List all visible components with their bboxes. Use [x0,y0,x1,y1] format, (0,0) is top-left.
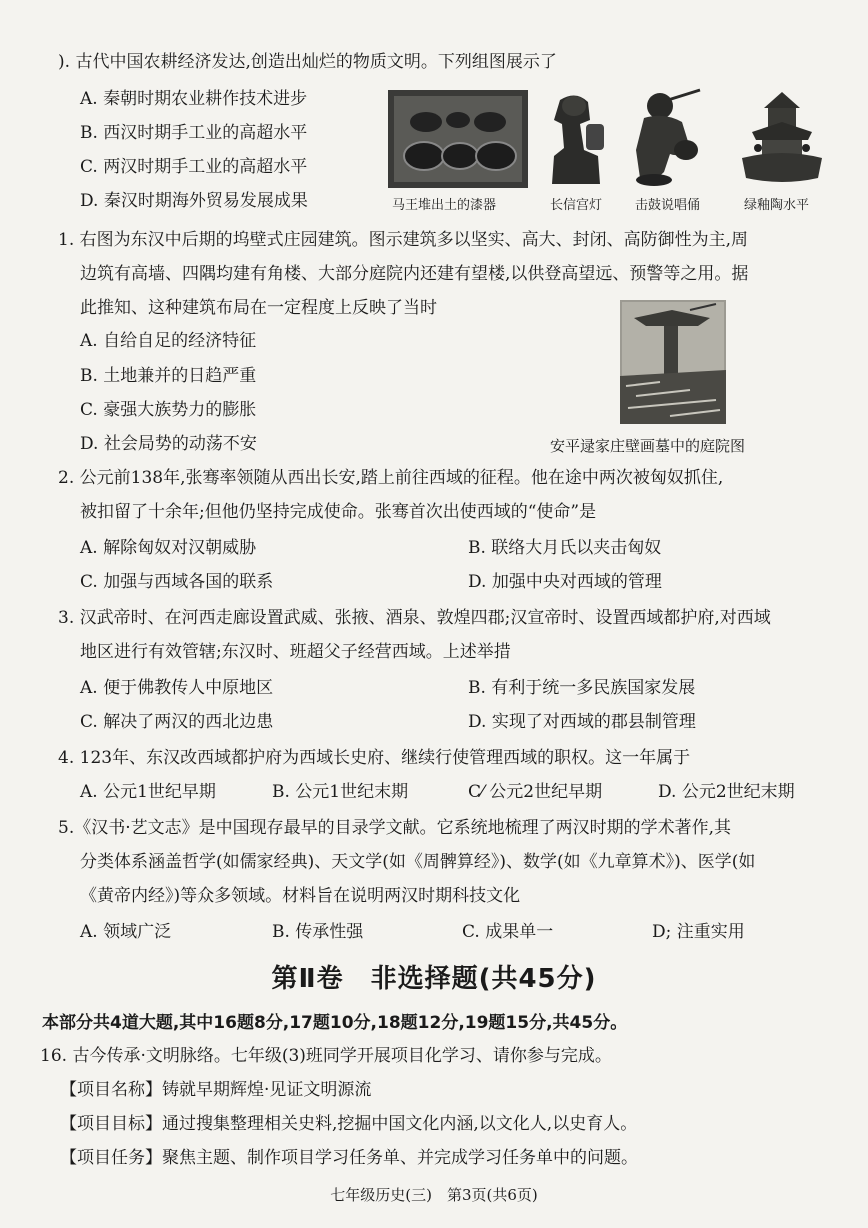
q11-option-d: D. 社会局势的动荡不安 [80,434,257,454]
q11-option-a: A. 自给自足的经济特征 [80,331,257,351]
q15-line-2: 分类体系涵盖哲学(如儒家经典)、天文学(如《周髀算经》)、数学(如《九章算术》)、医学(如 [80,852,756,872]
q14-option-c: C⁄ 公元2世纪早期 [468,782,603,802]
q15-line-1: 5.《汉书·艺文志》是中国现存最早的目录学文献。它系统地梳理了两汉时期的学术著作,其 [58,818,732,838]
q16-item-goal: 【项目目标】通过搜集整理相关史料,挖掘中国文化内涵,以文化人,以史育人。 [60,1114,638,1134]
q10-stem: ). 古代中国农耕经济发达,创造出灿烂的物质文明。下列组图展示了 [58,52,557,72]
caption-changxin-lamp: 长信宫灯 [550,198,603,213]
q13-option-a: A. 便于佛教传人中原地区 [80,678,274,698]
q14-option-b: B. 公元1世纪末期 [272,782,409,802]
q10-option-b: B. 西汉时期手工业的高超水平 [80,123,308,143]
lacquerware-image [388,90,528,188]
section-2-note: 本部分共4道大题,其中16题8分,17题10分,18题12分,19题15分,共45分。 [42,1013,628,1033]
q12-option-b: B. 联络大月氏以夹击匈奴 [468,538,662,558]
q11-option-c: C. 豪强大族势力的膨胀 [80,400,257,420]
q11-line-1: 1. 右图为东汉中后期的坞壁式庄园建筑。图示建筑多以坚实、高大、封闭、高防御性为主,周 [58,230,749,250]
q13-option-c: C. 解决了两汉的西北边患 [80,712,274,732]
q10-option-c: C. 两汉时期手工业的高超水平 [80,157,308,177]
q16-item-task: 【项目任务】聚焦主题、制作项目学习任务单、并完成学习任务单中的问题。 [60,1148,638,1168]
q12-line-2: 被扣留了十余年;但他仍坚持完成使命。张骞首次出使西域的“使命”是 [80,502,597,522]
q11-line-3: 此推知、这种建筑布局在一定程度上反映了当时 [80,298,437,318]
q11-line-2: 边筑有高墙、四隅均建有角楼、大部分庭院内还建有望楼,以供登高望远、预警等之用。据 [80,264,749,284]
q16-item-name: 【项目名称】铸就早期辉煌·见证文明源流 [60,1080,372,1100]
q15-option-a: A. 领域广泛 [80,922,172,942]
section-2-title: 第Ⅱ卷 非选择题(共45分) [271,964,597,994]
q13-option-b: B. 有利于统一多民族国家发展 [468,678,696,698]
q13-line-1: 3. 汉武帝时、在河西走廊设置武威、张掖、酒泉、敦煌四郡;汉宣帝时、设置西域都护府,对西域 [58,608,771,628]
q13-line-2: 地区进行有效管辖;东汉时、班超父子经营西域。上述举措 [80,642,511,662]
caption-courtyard-mural: 安平逯家庄壁画墓中的庭院图 [550,437,746,455]
q13-option-d: D. 实现了对西域的郡县制管理 [468,712,696,732]
drum-storyteller-figurine-image [630,88,706,188]
q14-line: 4. 123年、东汉改西域都护府为西域长史府、继续行使管理西域的职权。这一年属于 [58,748,691,768]
green-glazed-pottery-image [738,86,826,190]
q15-option-d: D; 注重实用 [652,922,745,942]
q16-stem: 16. 古今传承·文明脉络。七年级(3)班同学开展项目化学习、请你参与完成。 [40,1046,612,1066]
q15-line-3: 《黄帝内经》)等众多领域。材料旨在说明两汉时期科技文化 [80,886,521,906]
caption-drum-storyteller: 击鼓说唱俑 [635,198,701,213]
q12-option-a: A. 解除匈奴对汉朝威胁 [80,538,257,558]
page-footer: 七年级历史(三) 第3页(共6页) [330,1186,538,1204]
q10-option-d: D. 秦汉时期海外贸易发展成果 [80,191,308,211]
caption-lacquerware: 马王堆出土的漆器 [392,198,497,213]
changxin-palace-lamp-image [540,90,612,188]
q10-option-a: A. 秦朝时期农业耕作技术进步 [80,89,308,109]
q12-option-d: D. 加强中央对西域的管理 [468,572,662,592]
q12-line-1: 2. 公元前138年,张骞率领随从西出长安,踏上前往西域的征程。他在途中两次被匈奴抓住, [58,468,724,488]
caption-green-glazed-pottery: 绿釉陶水平 [744,198,810,213]
courtyard-mural-image [620,300,726,424]
q14-option-a: A. 公元1世纪早期 [80,782,216,802]
q11-option-b: B. 土地兼并的日趋严重 [80,366,257,386]
q15-option-c: C. 成果单一 [462,922,554,942]
q14-option-d: D. 公元2世纪末期 [658,782,795,802]
q15-option-b: B. 传承性强 [272,922,364,942]
q12-option-c: C. 加强与西域各国的联系 [80,572,274,592]
